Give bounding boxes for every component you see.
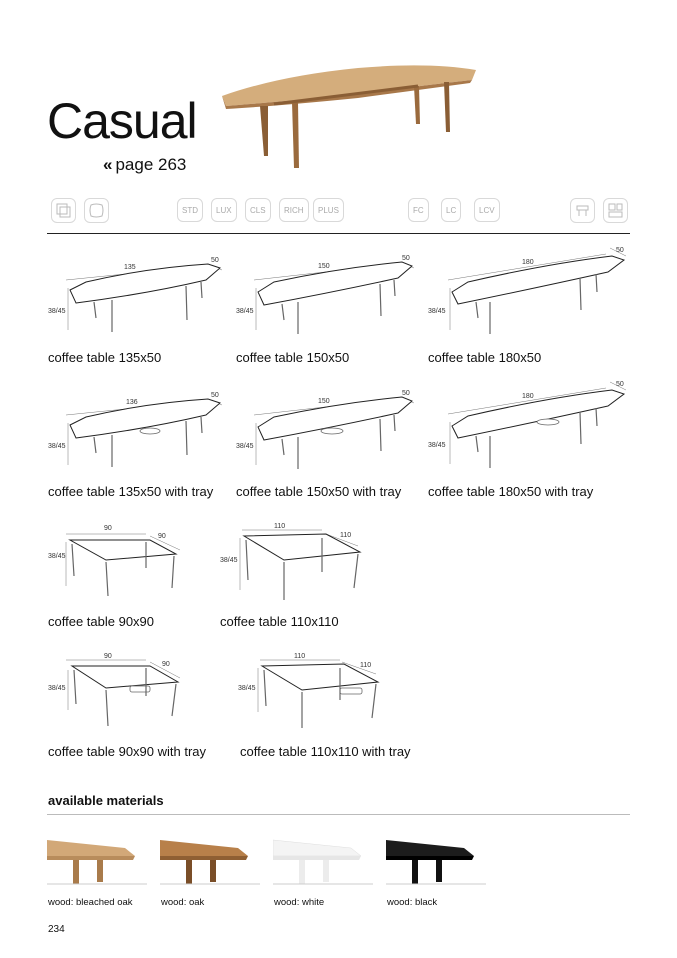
code-badge: FC — [408, 198, 429, 222]
finish-icon — [51, 198, 76, 223]
svg-text:50: 50 — [402, 255, 410, 262]
material-swatch-oak — [160, 834, 260, 886]
svg-text:90: 90 — [162, 661, 170, 668]
code-badge: LCV — [474, 198, 500, 222]
svg-text:180: 180 — [522, 393, 534, 400]
page-reference-marker: « — [103, 155, 113, 174]
svg-text:38/45: 38/45 — [428, 442, 446, 449]
hero-table-image — [218, 56, 483, 176]
svg-text:38/45: 38/45 — [48, 553, 66, 560]
diagram-coffee-table-150x50 — [234, 250, 419, 345]
svg-text:136: 136 — [126, 399, 138, 406]
product-caption: coffee table 90x90 with tray — [48, 744, 207, 759]
page-number: 234 — [48, 924, 65, 935]
svg-text:50: 50 — [211, 392, 219, 399]
svg-text:38/45: 38/45 — [48, 308, 66, 315]
svg-text:135: 135 — [124, 264, 136, 271]
product-caption: coffee table 135x50 with tray — [48, 484, 214, 499]
diagram-coffee-table-90x90-with-tray — [46, 650, 191, 740]
material-label: wood: oak — [161, 897, 205, 908]
code-badge: LC — [441, 198, 461, 222]
diagram-coffee-table-110x110 — [218, 520, 368, 610]
svg-text:50: 50 — [616, 247, 624, 254]
materials-divider — [47, 814, 630, 815]
svg-text:38/45: 38/45 — [48, 443, 66, 450]
svg-text:38/45: 38/45 — [236, 308, 254, 315]
svg-text:38/45: 38/45 — [428, 308, 446, 315]
svg-text:50: 50 — [211, 257, 219, 264]
header-divider — [47, 233, 630, 234]
svg-text:38/45: 38/45 — [220, 557, 238, 564]
product-caption: coffee table 180x50 with tray — [428, 484, 594, 499]
svg-text:50: 50 — [616, 381, 624, 388]
svg-text:180: 180 — [522, 259, 534, 266]
code-badge: LUX — [211, 198, 237, 222]
svg-text:110: 110 — [360, 662, 372, 669]
code-badge: STD — [177, 198, 203, 222]
svg-text:110: 110 — [274, 523, 286, 530]
product-caption: coffee table 150x50 — [236, 350, 350, 365]
page-reference[interactable] — [103, 155, 186, 175]
material-swatch-bleached-oak — [47, 834, 147, 886]
chair-icon — [570, 198, 595, 223]
material-swatch-black — [386, 834, 486, 886]
product-caption: coffee table 90x90 — [48, 614, 155, 629]
svg-text:110: 110 — [340, 532, 352, 539]
configuration-icon — [603, 198, 628, 223]
code-badge: CLS — [245, 198, 271, 222]
svg-text:38/45: 38/45 — [238, 685, 256, 692]
product-caption: coffee table 180x50 — [428, 350, 542, 365]
materials-heading: available materials — [48, 793, 164, 808]
leather-icon — [84, 198, 109, 223]
product-caption: coffee table 135x50 — [48, 350, 162, 365]
diagram-coffee-table-150x50-with-tray — [234, 385, 419, 480]
svg-text:150: 150 — [318, 263, 330, 270]
code-badge: RICH — [279, 198, 309, 222]
diagram-coffee-table-135x50 — [46, 250, 226, 345]
svg-text:90: 90 — [104, 525, 112, 532]
diagram-coffee-table-180x50-with-tray — [426, 376, 631, 481]
material-label: wood: black — [387, 897, 438, 908]
diagram-coffee-table-110x110-with-tray — [236, 650, 386, 740]
svg-text:38/45: 38/45 — [48, 685, 66, 692]
page-title: Casual — [47, 93, 197, 149]
svg-text:90: 90 — [104, 653, 112, 660]
material-label: wood: bleached oak — [48, 897, 133, 908]
product-caption: coffee table 150x50 with tray — [236, 484, 402, 499]
svg-text:110: 110 — [294, 653, 306, 660]
svg-text:50: 50 — [402, 390, 410, 397]
svg-text:150: 150 — [318, 398, 330, 405]
diagram-coffee-table-180x50 — [426, 242, 631, 347]
diagram-coffee-table-90x90 — [46, 520, 191, 610]
svg-text:90: 90 — [158, 533, 166, 540]
material-swatch-white — [273, 834, 373, 886]
code-badge: PLUS — [313, 198, 344, 222]
material-label: wood: white — [274, 897, 325, 908]
product-caption: coffee table 110x110 — [220, 614, 339, 629]
page-reference-text: page 263 — [115, 155, 187, 174]
diagram-coffee-table-135x50-with-tray — [46, 385, 226, 480]
product-caption: coffee table 110x110 with tray — [240, 744, 411, 759]
svg-text:38/45: 38/45 — [236, 443, 254, 450]
